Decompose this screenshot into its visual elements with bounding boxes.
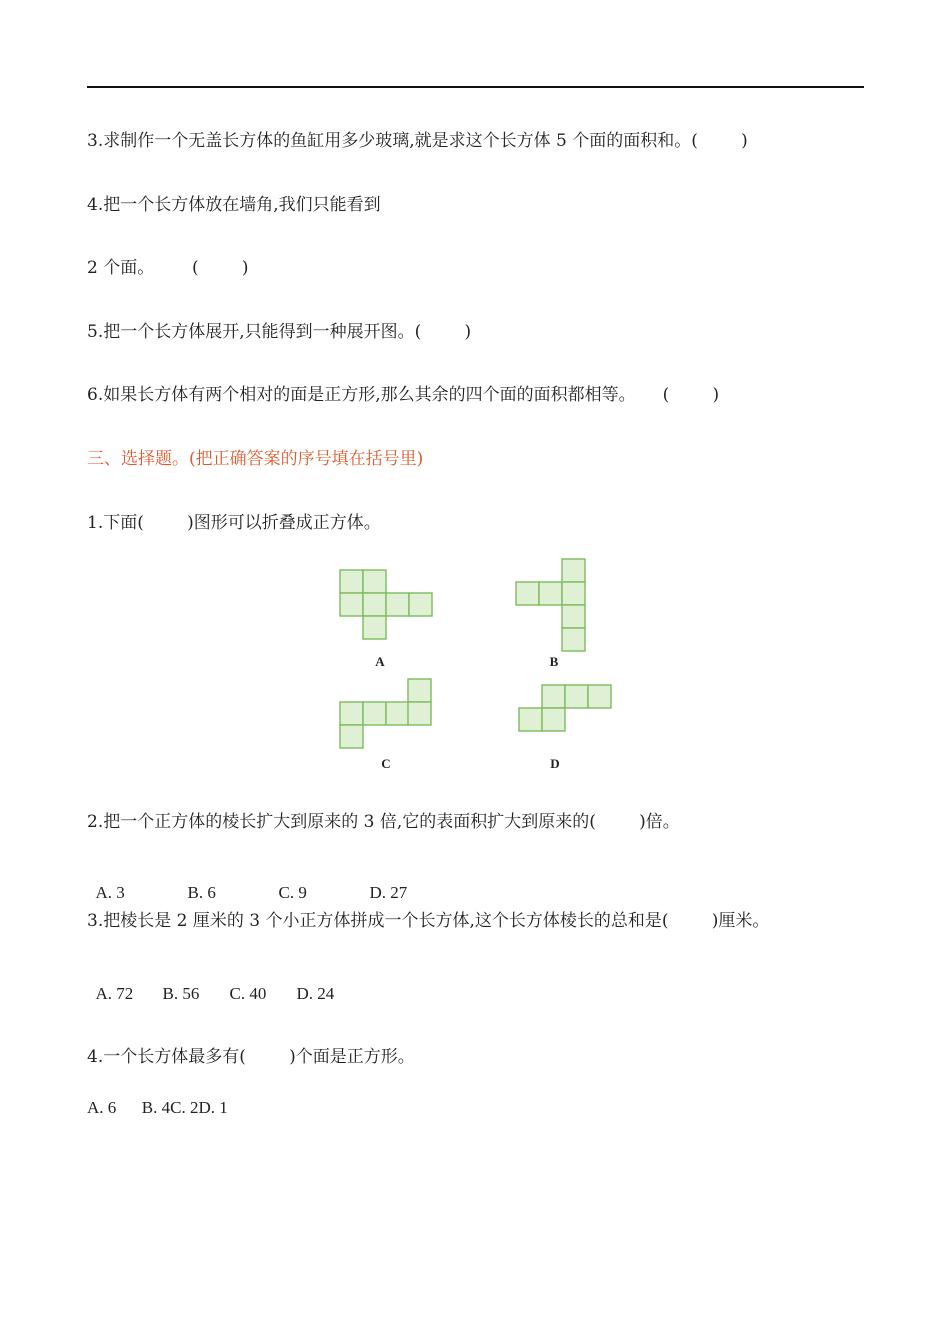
judgement-item-5: 5.把一个长方体展开,只能得到一种展开图。( ) [87, 322, 472, 342]
option-3c: C. 40 [229, 984, 267, 1003]
net-b [516, 559, 585, 651]
choice-question-1: 1.下面( )图形可以折叠成正方体。 [87, 513, 381, 533]
judgement-item-4-line1: 4.把一个长方体放在墙角,我们只能看到 [87, 195, 381, 215]
section-title-choice: 三、选择题。(把正确答案的序号填在括号里) [87, 449, 424, 469]
net-label-a: A [375, 654, 385, 669]
net-a [340, 570, 432, 639]
choice-question-4: 4.一个长方体最多有( )个面是正方形。 [87, 1047, 415, 1067]
top-rule [87, 86, 864, 88]
choice-options-3 [87, 961, 334, 1005]
option-2b: B. 6 [187, 883, 216, 902]
option-3d: D. 24 [296, 984, 335, 1003]
net-label-c: C [381, 756, 391, 771]
option-2a: A. 3 [95, 883, 125, 902]
net-c [340, 679, 431, 748]
net-label-b: B [549, 654, 559, 669]
net-d [519, 685, 611, 731]
judgement-item-6: 6.如果长方体有两个相对的面是正方形,那么其余的四个面的面积都相等。 ( ) [87, 385, 720, 405]
option-3a: A. 72 [95, 984, 134, 1003]
option-2d: D. 27 [369, 883, 408, 902]
choice-question-3: 3.把棱长是 2 厘米的 3 个小正方体拼成一个长方体,这个长方体棱长的总和是( )厘米。 [87, 911, 770, 931]
option-2c: C. 9 [278, 883, 307, 902]
judgement-item-3: 3.求制作一个无盖长方体的鱼缸用多少玻璃,就是求这个长方体 5 个面的面积和。( ) [87, 131, 748, 151]
cube-nets-figure [330, 555, 620, 775]
net-label-d: D [550, 756, 560, 771]
choice-question-2: 2.把一个正方体的棱长扩大到原来的 3 倍,它的表面积扩大到原来的( )倍。 [87, 812, 680, 832]
choice-options-2 [87, 860, 407, 904]
judgement-item-4-line2: 2 个面。 ( ) [87, 258, 249, 278]
option-3b: B. 56 [162, 984, 200, 1003]
choice-options-4: A. 6 B. 4C. 2D. 1 [87, 1098, 228, 1117]
